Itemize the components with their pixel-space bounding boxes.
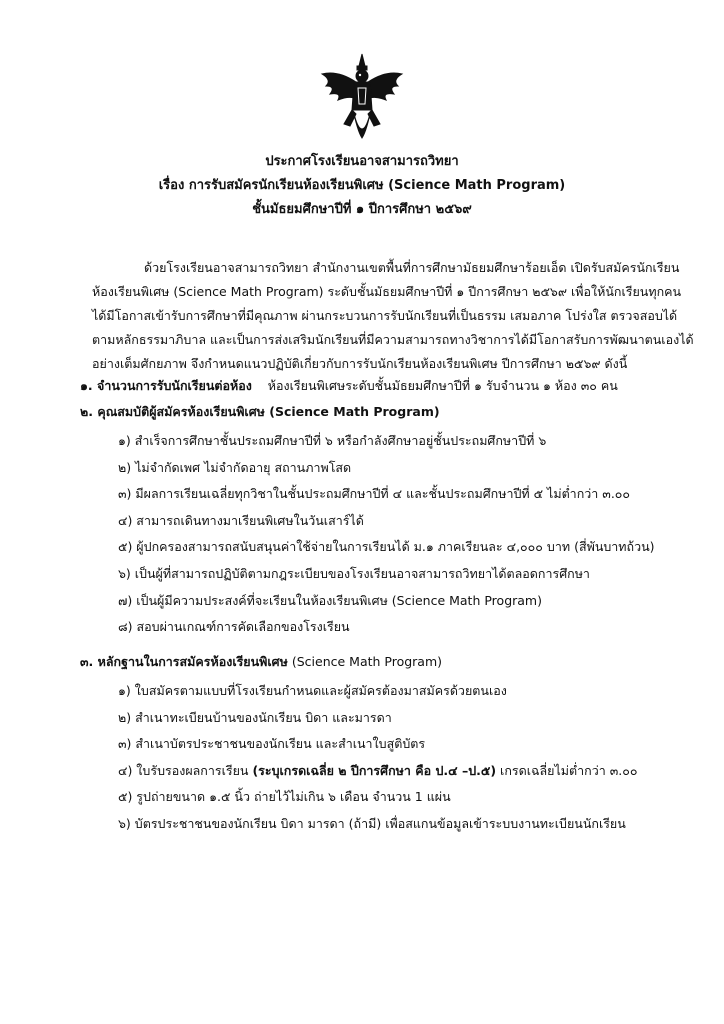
list-item: ๑) สำเร็จการศึกษาชั้นประถมศึกษาปีที่ ๖ หรือกำลังศึกษาอยู่ชั้นประถมศึกษาปีที่ ๖ (118, 433, 547, 448)
section-heading: ๒. คุณสมบัติผู้สมัครห้องเรียนพิเศษ (Science Math Program) (80, 404, 440, 419)
list-item: ๓) มีผลการเรียนเฉลี่ยทุกวิชาในชั้นประถมศึกษาปีที่ ๔ และชั้นประถมศึกษาปีที่ ๕ ไม่ต่ำกว่า ๓.๐๐ (118, 486, 631, 502)
garuda-emblem (318, 52, 406, 144)
section-heading-suffix: (Science Math Program) (287, 654, 443, 669)
intro-paragraph (92, 256, 694, 376)
item-text: เกรดเฉลี่ยไม่ต่ำกว่า ๓.๐๐ (496, 762, 638, 778)
list-item: ๖) บัตรประชาชนของนักเรียน บิดา มารดา (ถ้ามี) เพื่อสแกนข้อมูลเข้าระบบงานทะเบียนนักเรียน (118, 815, 626, 831)
intro-line: ตามหลักธรรมาภิบาล และเป็นการส่งเสริมนักเรียนที่มีความสามารถทางวิชาการได้มีโอกาสรับการพัฒนาตนเองได้ (92, 332, 694, 347)
section-text: ห้องเรียนพิเศษระดับชั้นมัธยมศึกษาปีที่ ๑ รับจำนวน ๑ ห้อง ๓๐ คน (267, 378, 618, 393)
list-item: ๕) รูปถ่ายขนาด ๑.๕ นิ้ว ถ่ายไว้ไม่เกิน ๖ เดือน จำนวน 1 แผ่น (118, 789, 451, 805)
list-item: ๒) สำเนาทะเบียนบ้านของนักเรียน บิดา และมารดา (118, 709, 392, 725)
list-item: ๑) ใบสมัครตามแบบที่โรงเรียนกำหนดและผู้สมัครต้องมาสมัครด้วยตนเอง (118, 683, 507, 698)
list-item: ๓) สำเนาบัตรประชาชนของนักเรียน และสำเนาใบสูติบัตร (118, 736, 426, 752)
item-text-bold: (ระบุเกรดเฉลี่ย ๒ ปีการศึกษา คือ ป.๔ –ป.๕) (252, 762, 497, 778)
qualifications-list (118, 428, 655, 641)
section-heading: ๓. หลักฐานในการสมัครห้องเรียนพิเศษ (80, 654, 288, 669)
intro-line: ได้มีโอกาสเข้ารับการศึกษาที่มีคุณภาพ ผ่านกระบวนการรับนักเรียนที่เป็นธรรม เสมอภาค โปร่งใส ตรวจสอบได้ (92, 308, 678, 323)
list-item (118, 758, 638, 785)
item-text: ๔) ใบรับรองผลการเรียน (118, 762, 253, 778)
announcement-header (0, 150, 724, 222)
section-enrollment-count (80, 374, 618, 398)
list-item: ๕) ผู้ปกครองสามารถสนับสนุนค่าใช้จ่ายในการเรียนได้ ม.๑ ภาคเรียนละ ๔,๐๐๐ บาท (สี่พันบาทถ้วน) (118, 539, 655, 555)
announcement-level-year: ชั้นมัธยมศึกษาปีที่ ๑ ปีการศึกษา ๒๕๖๙ (252, 202, 472, 217)
documents-list (118, 678, 638, 838)
section-qualifications (80, 400, 440, 424)
list-item: ๗) เป็นผู้มีความประสงค์ที่จะเรียนในห้องเรียนพิเศษ (Science Math Program) (118, 592, 542, 608)
intro-line: อย่างเต็มศักยภาพ จึงกำหนดแนวปฏิบัติเกี่ยวกับการรับนักเรียนห้องเรียนพิเศษ ปีการศึกษา ๒๕๖๙ ดังนี้ (92, 356, 628, 371)
list-item: ๔) สามารถเดินทางมาเรียนพิเศษในวันเสาร์ได้ (118, 512, 364, 528)
section-heading: ๑. จำนวนการรับนักเรียนต่อห้อง (80, 378, 252, 393)
section-documents (80, 650, 442, 674)
intro-line: ห้องเรียนพิเศษ (Science Math Program) ระดับชั้นมัธยมศึกษาปีที่ ๑ ปีการศึกษา ๒๕๖๙ เพื่อให้นักเรียนทุกคน (92, 284, 682, 299)
list-item: ๒) ไม่จำกัดเพศ ไม่จำกัดอายุ สถานภาพโสด (118, 459, 352, 475)
list-item: ๘) สอบผ่านเกณฑ์การคัดเลือกของโรงเรียน (118, 619, 350, 635)
announcement-title: ประกาศโรงเรียนอาจสามารถวิทยา (265, 154, 459, 169)
intro-line: ด้วยโรงเรียนอาจสามารถวิทยา สำนักงานเขตพื้นที่การศึกษามัธยมศึกษาร้อยเอ็ด เปิดรับสมัครนักเรียน (144, 260, 680, 275)
announcement-subject: เรื่อง การรับสมัครนักเรียนห้องเรียนพิเศษ (Science Math Program) (158, 178, 566, 193)
list-item: ๖) เป็นผู้ที่สามารถปฏิบัติตามกฎระเบียบของโรงเรียนอาจสามารถวิทยาได้ตลอดการศึกษา (118, 565, 590, 581)
